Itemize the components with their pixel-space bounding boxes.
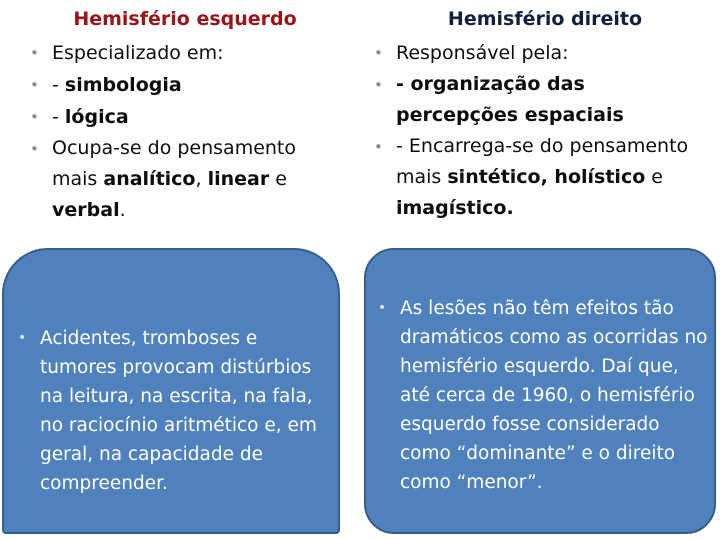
list-item [368,37,708,69]
item-sep: e [645,166,663,188]
bullet-icon: • [374,44,383,62]
item-bold: analítico [103,168,196,190]
right-hemisphere-title: Hemisfério direito [447,8,643,30]
item-prefix: Ocupa-se do pensamento mais [52,137,297,190]
list-item [24,101,334,133]
list-item [374,294,710,497]
list-item [14,324,332,498]
bullet-icon: • [374,138,383,156]
item-text: Responsável pela: [396,42,569,64]
left-hemisphere-title: Hemisfério esquerdo [73,8,297,30]
right-panel-list [374,294,710,497]
list-item [368,69,708,131]
left-features-list [24,37,334,226]
bullet-icon: • [18,330,27,346]
list-item [24,133,334,226]
item-prefix: - [52,74,65,96]
item-text [396,131,708,224]
item-bold: simbologia [64,74,182,96]
bullet-icon: • [378,300,387,316]
bullet-icon: • [30,76,39,94]
left-lesion-panel [2,248,340,534]
right-features-list [368,37,708,224]
bullet-icon: • [30,108,39,126]
item-text [52,133,334,226]
list-item [24,37,334,69]
item-bold: imagístico. [396,197,514,219]
list-item [24,69,334,101]
item-text: Especializado em: [52,42,224,64]
item-prefix: - [52,106,65,128]
item-bold: - organização das percepções espaciais [396,73,624,126]
item-suffix: . [119,199,126,221]
item-bold: lógica [64,106,129,128]
bullet-icon: • [30,44,39,62]
bullet-icon: • [374,76,383,94]
list-item [368,131,708,224]
item-bold: linear [207,168,270,190]
panel-text: As lesões não têm efeitos tão dramáticos como as ocorridas no hemisfério esquerdo. Daí que, até cerca de 1960, o hemisfério esquerdo fosse considerado como “dominante” e o direito como “menor”. [400,298,708,493]
item-sep: , [195,168,208,190]
item-bold: verbal [52,199,120,221]
left-panel-list [14,324,332,498]
item-sep: e [269,168,287,190]
right-lesion-panel [364,248,716,534]
panel-text: Acidentes, tromboses e tumores provocam distúrbios na leitura, na escrita, na fala, no raciocínio aritmético e, em geral, na capacidade de compreender. [40,328,317,494]
bullet-icon: • [30,140,39,158]
item-bold: sintético, holístico [447,166,646,188]
item-prefix: - Encarrega-se do pensamento mais [396,135,689,188]
